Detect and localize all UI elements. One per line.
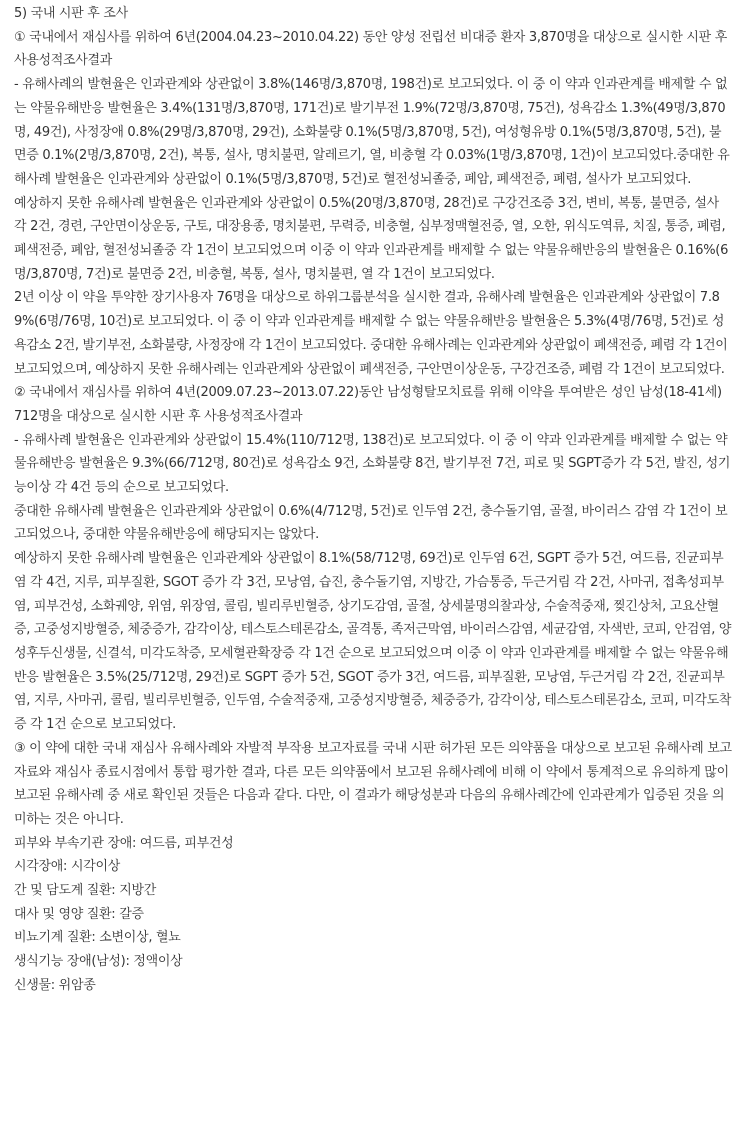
category-reproductive: 생식기능 장애(남성): 정액이상: [14, 954, 183, 970]
study-2-adverse-events: - 유해사례 발현율은 인과관계와 상관없이 15.4%(110/712명, 138건)로 보고되었다. 이 중 이 약과 인과관계를 배제할 수 없는 약물유해반응 발현율은 9.3%(66/712명, 80건)로 성욕감소 9건, 소화불량 8건, 발기부전 7건, 피로 및 SGPT증가 각 5건, 발진, 성기능이상 각 4건 등의 순으로 보고되었다.: [14, 432, 731, 496]
study-2-serious-events: 중대한 유해사례 발현율은 인과관계와 상관없이 0.6%(4/712명, 5건)로 인두염 2건, 충수돌기염, 골절, 바이러스 감염 각 1건이 보고되었으나, 중대한 약물유해반응에 해당되지는 않았다.: [14, 503, 728, 543]
study-2-unexpected-events: 예상하지 못한 유해사례 발현율은 인과관계와 상관없이 8.1%(58/712명, 69건)로 인두염 6건, SGPT 증가 5건, 여드름, 진균피부염 각 4건, 지루, 피부질환, SGOT 증가 각 3건, 모낭염, 습진, 충수돌기염, 지방간, 가슴통증, 두근거림 각 2건, 사마귀, 접촉성피부염, 피부건성, 소화궤양, 위염, 위장염, 콜림, 빌리루빈혈증, 상기도감염, 골절, 상세불명의찰과상, 수술적중재, 찢긴상처, 고요산혈증, 고중성지방혈증, 체중증가, 감각이상, 테스토스테론감소, 골격통, 족저근막염, 바이러스감염, 세균감염, 자색반, 코피, 안검염, 양성후두신생물, 신결석, 미각도착증, 모세혈관확장증 각 1건 순으로 보고되었으며 이중 이 약과 인과관계를 배제할 수 없는 약물유해반응 발현율은 3.5%(25/712명, 29건)로 SGPT 증가 5건, SGOT 증가 3건, 여드름, 피부질환, 모낭염, 두근거림 각 2건, 진균피부염, 지루, 사마귀, 콜림, 빌리루빈혈증, 인두염, 수술적중재, 고중성지방혈증, 체중증가, 감각이상, 테스토스테론감소, 코피, 미각도착증 각 1건 순으로 보고되었다.: [14, 551, 732, 733]
category-liver: 간 및 담도계 질환: 지방간: [14, 883, 156, 899]
study-1-intro: ① 국내에서 재심사를 위하여 6년(2004.04.23~2010.04.22) 동안 양성 전립선 비대증 환자 3,870명을 대상으로 실시한 시판 후 사용성적조사결과: [14, 29, 727, 69]
category-skin: 피부와 부속기관 장애: 여드름, 피부건성: [14, 835, 234, 851]
section-heading: 5) 국내 시판 후 조사: [14, 6, 128, 21]
study-2-intro: ② 국내에서 재심사를 위하여 4년(2009.07.23~2013.07.22)동안 남성형탈모치료를 위해 이약을 투여받은 성인 남성(18-41세) 712명을 대상으로 실시한 시판 후 사용성적조사결과: [14, 385, 722, 424]
category-metabolism: 대사 및 영양 질환: 갈증: [14, 906, 144, 922]
category-vision: 시각장애: 시각이상: [14, 859, 120, 875]
category-urinary: 비뇨기계 질환: 소변이상, 혈뇨: [14, 930, 181, 946]
study-1-long-term-subgroup: 2년 이상 이 약을 투약한 장기사용자 76명을 대상으로 하위그룹분석을 실시한 결과, 유해사례 발현율은 인과관계와 상관없이 7.89%(6명/76명, 10건)로 보고되었다. 이 중 이 약과 인과관계를 배제할 수 없는 약물유해반응 발현율은 5.3%(4명/76명, 5건)로 성욕감소 2건, 발기부전, 소화불량, 사정장애 각 1건이 보고되었다. 중대한 유해사례는 인과관계와 상관없이 폐색전증, 폐렴 각 1건이 보고되었으며, 예상하지 못한 유해사례는 인과관계와 상관없이 폐색전증, 구안면이상운동, 구강건조증, 폐렴 각 1건이 보고되었다.: [14, 290, 728, 377]
study-1-adverse-events: - 유해사례의 발현율은 인과관계와 상관없이 3.8%(146명/3,870명, 198건)로 보고되었다. 이 중 이 약과 인과관계를 배제할 수 없는 약물유해반응 발현율은 3.4%(131명/3,870명, 171건)로 발기부전 1.9%(72명/3,870명, 75건), 성욕감소 1.3%(49명/3,870명, 49건), 사정장애 0.8%(29명/3,870명, 29건), 소화불량 0.1%(5명/3,870명, 5건), 여성형유방 0.1%(5명/3,870명, 5건), 불면증 0.1%(2명/3,870명, 2건), 복통, 설사, 명치불편, 알레르기, 열, 비충혈 각 0.03%(1명/3,870명, 1건)이 보고되었다.중대한 유해사례 발현율은 인과관계와 상관없이 0.1%(5명/3,870명, 5건)로 혈전성뇌졸중, 폐암, 폐색전증, 폐렴, 설사가 보고되었다.: [14, 77, 730, 187]
study-1-unexpected-events: 예상하지 못한 유해사례 발현율은 인과관계와 상관없이 0.5%(20명/3,870명, 28건)로 구강건조증 3건, 변비, 복통, 불면증, 설사 각 2건, 경련, 구안면이상운동, 구토, 대장용종, 명치불편, 무력증, 비충혈, 심부정맥혈전증, 열, 오한, 위식도역류, 치질, 통증, 폐렴, 폐색전증, 폐암, 혈전성뇌졸중 각 1건이 보고되었으며 이중 이 약과 인과관계를 배제할 수 없는 약물유해반응의 발현율은 0.16%(6명/3,870명, 7건)로 불면증 2건, 비충혈, 복통, 설사, 명치불편, 열 각 1건이 보고되었다.: [14, 195, 729, 282]
category-neoplasm: 신생물: 위암종: [14, 977, 96, 993]
integrated-evaluation: ③ 이 약에 대한 국내 재심사 유해사례와 자발적 부작용 보고자료를 국내 시판 허가된 모든 의약품을 대상으로 보고된 유해사례 보고자료와 재심사 종료시점에서 통합 평가한 결과, 다른 모든 의약품에서 보고된 유해사례에 비해 이 약에서 통계적으로 유의하게 많이 보고된 유해사례 중 새로 확인된 것들은 다음과 같다. 다만, 이 결과가 해당성분과 다음의 유해사례간에 인과관계가 입증된 것을 의미하는 것은 아니다.: [14, 740, 732, 827]
